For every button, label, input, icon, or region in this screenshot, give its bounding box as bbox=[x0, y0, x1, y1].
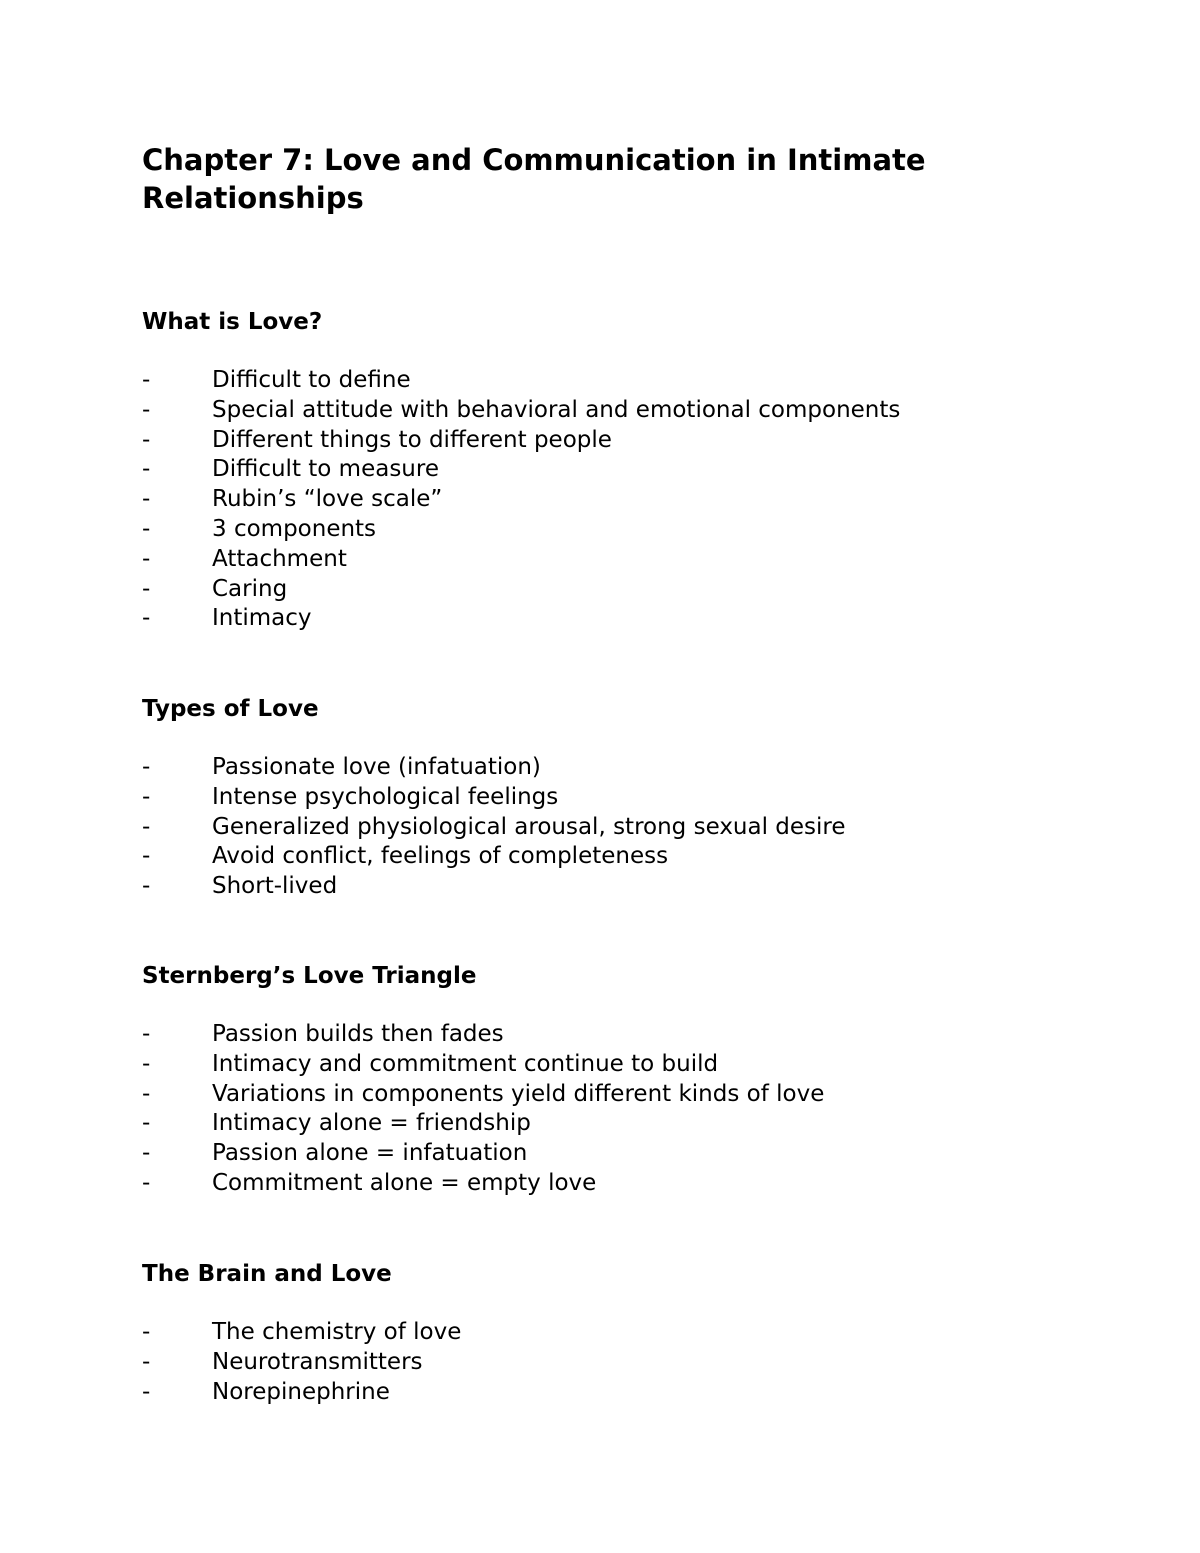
list-item bbox=[142, 1050, 1122, 1080]
list-item bbox=[142, 455, 1122, 485]
section-what-is-love bbox=[142, 307, 1122, 634]
list-item bbox=[142, 1020, 1122, 1050]
section-heading: What is Love? bbox=[142, 309, 323, 335]
section-the-brain-and-love bbox=[142, 1259, 1122, 1407]
list-item bbox=[142, 872, 1122, 902]
list-item bbox=[142, 366, 1122, 396]
list-item-text: Caring bbox=[212, 575, 288, 602]
list-item bbox=[142, 1318, 1122, 1348]
bullet-dash: - bbox=[142, 545, 151, 572]
list-item bbox=[142, 1169, 1122, 1199]
list-item-text: Attachment bbox=[212, 545, 347, 572]
list-item bbox=[142, 1109, 1122, 1139]
list-item bbox=[142, 1348, 1122, 1378]
list-item-text: Variations in components yield different kinds of love bbox=[212, 1080, 825, 1107]
list-item-text: Intense psychological feelings bbox=[212, 783, 559, 810]
list-item bbox=[142, 1080, 1122, 1110]
list-item-text: Intimacy alone = friendship bbox=[212, 1110, 531, 1137]
section-heading: Types of Love bbox=[142, 696, 319, 722]
bullet-dash: - bbox=[142, 1050, 151, 1077]
bullet-dash: - bbox=[142, 1021, 151, 1047]
bullet-dash: - bbox=[142, 1169, 151, 1196]
list-item bbox=[142, 426, 1122, 456]
bullet-list bbox=[142, 1318, 1122, 1407]
bullet-dash: - bbox=[142, 605, 151, 632]
bullet-dash: - bbox=[142, 754, 151, 780]
bullet-dash: - bbox=[142, 1319, 151, 1345]
list-item-text: Intimacy and commitment continue to build bbox=[212, 1050, 719, 1077]
list-item bbox=[142, 485, 1122, 515]
list-item bbox=[142, 842, 1122, 872]
section-heading: Sternberg’s Love Triangle bbox=[142, 963, 477, 989]
list-item-text: Passion builds then fades bbox=[212, 1021, 504, 1047]
list-item-text: Passionate love (infatuation) bbox=[212, 754, 541, 780]
bullet-dash: - bbox=[142, 873, 151, 900]
list-item-text: Different things to different people bbox=[212, 426, 612, 453]
bullet-dash: - bbox=[142, 783, 151, 810]
section-sternbergs-love-triangle bbox=[142, 961, 1122, 1199]
bullet-list bbox=[142, 1020, 1122, 1199]
list-item-text: Intimacy bbox=[212, 605, 312, 632]
bullet-dash: - bbox=[142, 456, 151, 483]
list-item bbox=[142, 515, 1122, 545]
section-types-of-love bbox=[142, 694, 1122, 902]
bullet-list bbox=[142, 753, 1122, 902]
bullet-list bbox=[142, 366, 1122, 634]
section-heading: The Brain and Love bbox=[142, 1261, 392, 1287]
list-item-text: Passion alone = infatuation bbox=[212, 1140, 528, 1167]
bullet-dash: - bbox=[142, 1080, 151, 1107]
bullet-dash: - bbox=[142, 1378, 151, 1405]
list-item bbox=[142, 783, 1122, 813]
list-item bbox=[142, 575, 1122, 605]
bullet-dash: - bbox=[142, 1110, 151, 1137]
list-item-text: Rubin’s “love scale” bbox=[212, 486, 443, 513]
list-item-text: Commitment alone = empty love bbox=[212, 1169, 597, 1196]
list-item-text: Norepinephrine bbox=[212, 1378, 390, 1405]
list-item bbox=[142, 1139, 1122, 1169]
list-item bbox=[142, 813, 1122, 843]
document-title: Chapter 7: Love and Communication in Intimate Relationships bbox=[142, 143, 926, 215]
bullet-dash: - bbox=[142, 1348, 151, 1375]
list-item bbox=[142, 396, 1122, 426]
list-item-text: Generalized physiological arousal, strong sexual desire bbox=[212, 813, 846, 840]
bullet-dash: - bbox=[142, 486, 151, 513]
list-item-text: The chemistry of love bbox=[212, 1319, 462, 1345]
bullet-dash: - bbox=[142, 1140, 151, 1167]
bullet-dash: - bbox=[142, 396, 151, 423]
bullet-dash: - bbox=[142, 367, 151, 393]
list-item-text: Avoid conflict, feelings of completeness bbox=[212, 843, 669, 870]
list-item-text: Difficult to define bbox=[212, 367, 411, 393]
bullet-dash: - bbox=[142, 575, 151, 602]
list-item bbox=[142, 545, 1122, 575]
list-item-text: Special attitude with behavioral and emotional components bbox=[212, 396, 901, 423]
list-item bbox=[142, 604, 1122, 634]
list-item bbox=[142, 1378, 1122, 1408]
list-item-text: 3 components bbox=[212, 515, 377, 542]
list-item-text: Difficult to measure bbox=[212, 456, 439, 483]
bullet-dash: - bbox=[142, 426, 151, 453]
list-item bbox=[142, 753, 1122, 783]
bullet-dash: - bbox=[142, 843, 151, 870]
bullet-dash: - bbox=[142, 813, 151, 840]
list-item-text: Neurotransmitters bbox=[212, 1348, 423, 1375]
bullet-dash: - bbox=[142, 515, 151, 542]
list-item-text: Short-lived bbox=[212, 873, 338, 900]
